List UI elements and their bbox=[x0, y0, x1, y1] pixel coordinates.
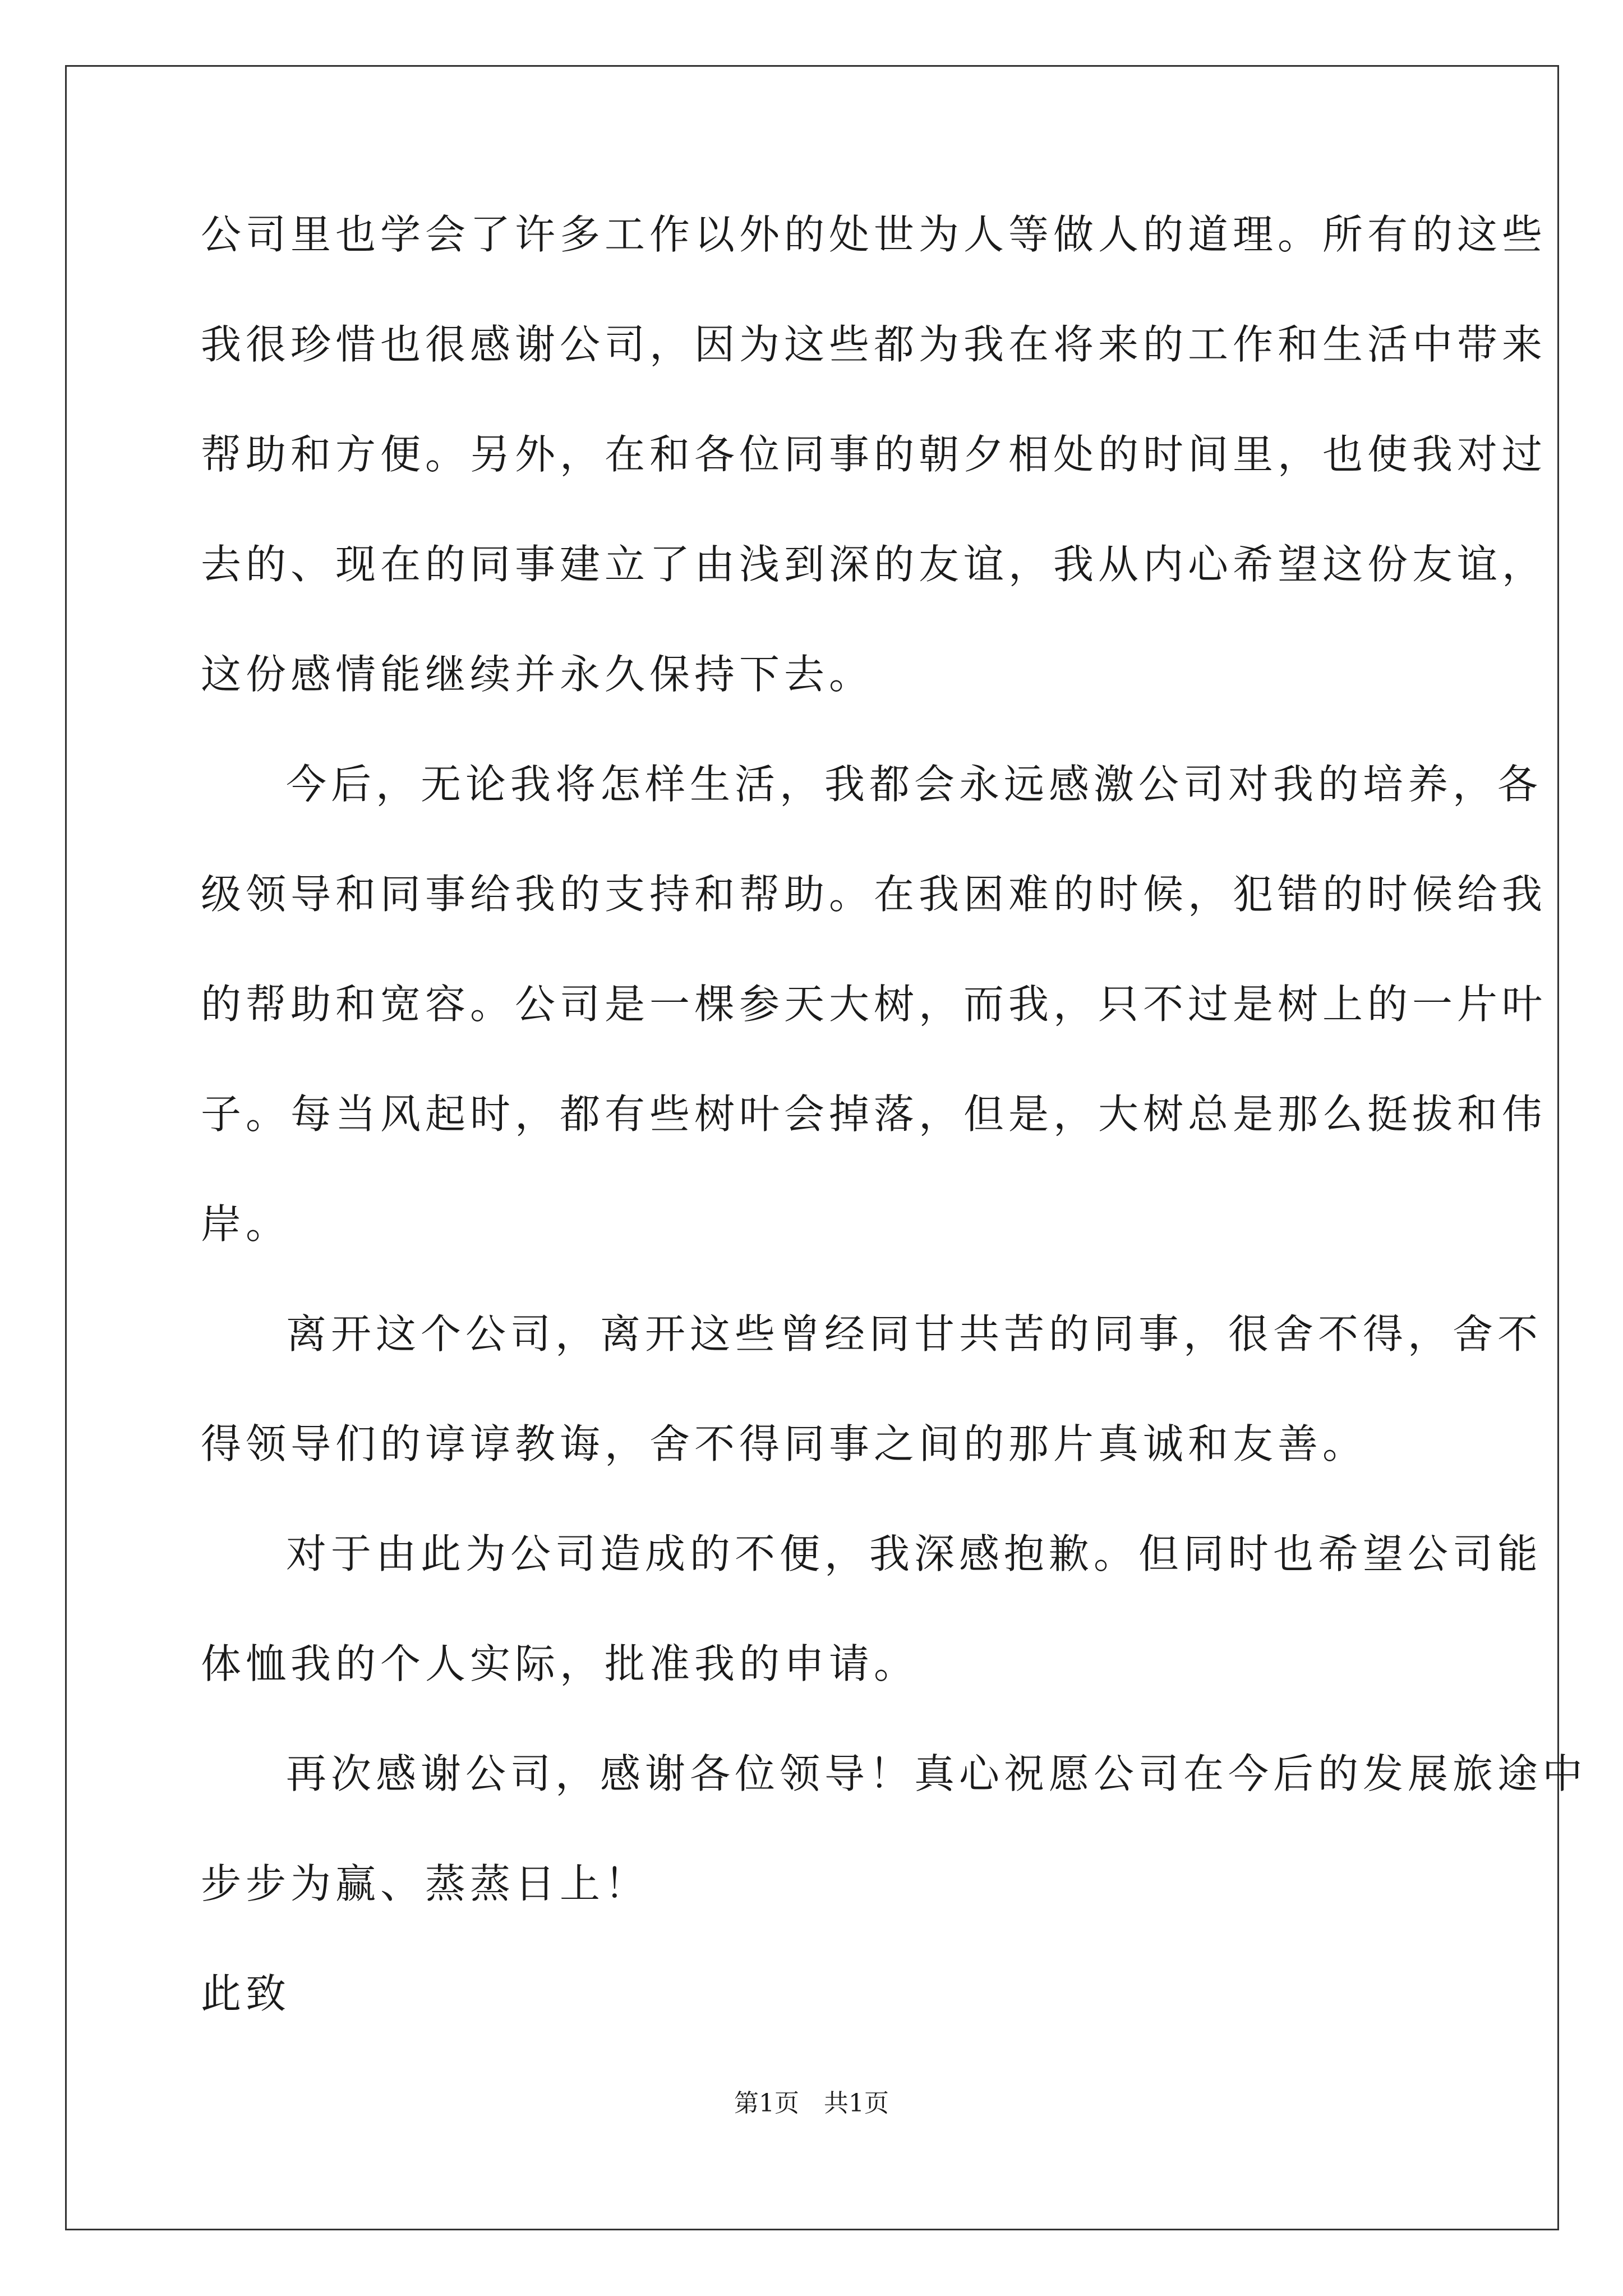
text-line: 的帮助和宽容。公司是一棵参天大树，而我，只不过是树上的一片叶 bbox=[201, 981, 1547, 1028]
text-line: 这份感情能继续并永久保持下去。 bbox=[201, 651, 874, 698]
text-line: 体恤我的个人实际，批准我的申请。 bbox=[201, 1640, 919, 1687]
text-line: 帮助和方便。另外，在和各位同事的朝夕相处的时间里，也使我对过 bbox=[201, 431, 1547, 478]
paragraph-start-line: 对于由此为公司造成的不便，我深感抱歉。但同时也希望公司能 bbox=[286, 1530, 1543, 1577]
text-line: 子。每当风起时，都有些树叶会掉落，但是，大树总是那么挺拔和伟 bbox=[201, 1091, 1547, 1138]
paragraph-start-line: 今后，无论我将怎样生活，我都会永远感激公司对我的培养，各 bbox=[286, 761, 1543, 808]
closing-salutation: 此致 bbox=[201, 1970, 291, 2017]
document-body bbox=[201, 211, 1588, 2083]
text-line: 步步为赢、蒸蒸日上！ bbox=[201, 1860, 650, 1907]
text-line: 级领导和同事给我的支持和帮助。在我困难的时候，犯错的时候给我 bbox=[201, 871, 1547, 918]
text-line: 公司里也学会了许多工作以外的处世为人等做人的道理。所有的这些 bbox=[201, 211, 1547, 258]
text-line: 岸。 bbox=[201, 1200, 291, 1248]
paragraph-start-line: 离开这个公司，离开这些曾经同甘共苦的同事，很舍不得，舍不 bbox=[286, 1310, 1543, 1358]
paragraph-start-line: 再次感谢公司，感谢各位领导！真心祝愿公司在今后的发展旅途中 bbox=[286, 1750, 1588, 1797]
page-total: 共1页 bbox=[824, 2089, 889, 2118]
text-line: 去的、现在的同事建立了由浅到深的友谊，我从内心希望这份友谊， bbox=[201, 541, 1547, 588]
text-line: 我很珍惜也很感谢公司，因为这些都为我在将来的工作和生活中带来 bbox=[201, 321, 1547, 368]
page-footer bbox=[0, 2091, 1623, 2116]
text-line: 得领导们的谆谆教诲，舍不得同事之间的那片真诚和友善。 bbox=[201, 1420, 1368, 1467]
page-number: 第1页 bbox=[734, 2089, 799, 2118]
